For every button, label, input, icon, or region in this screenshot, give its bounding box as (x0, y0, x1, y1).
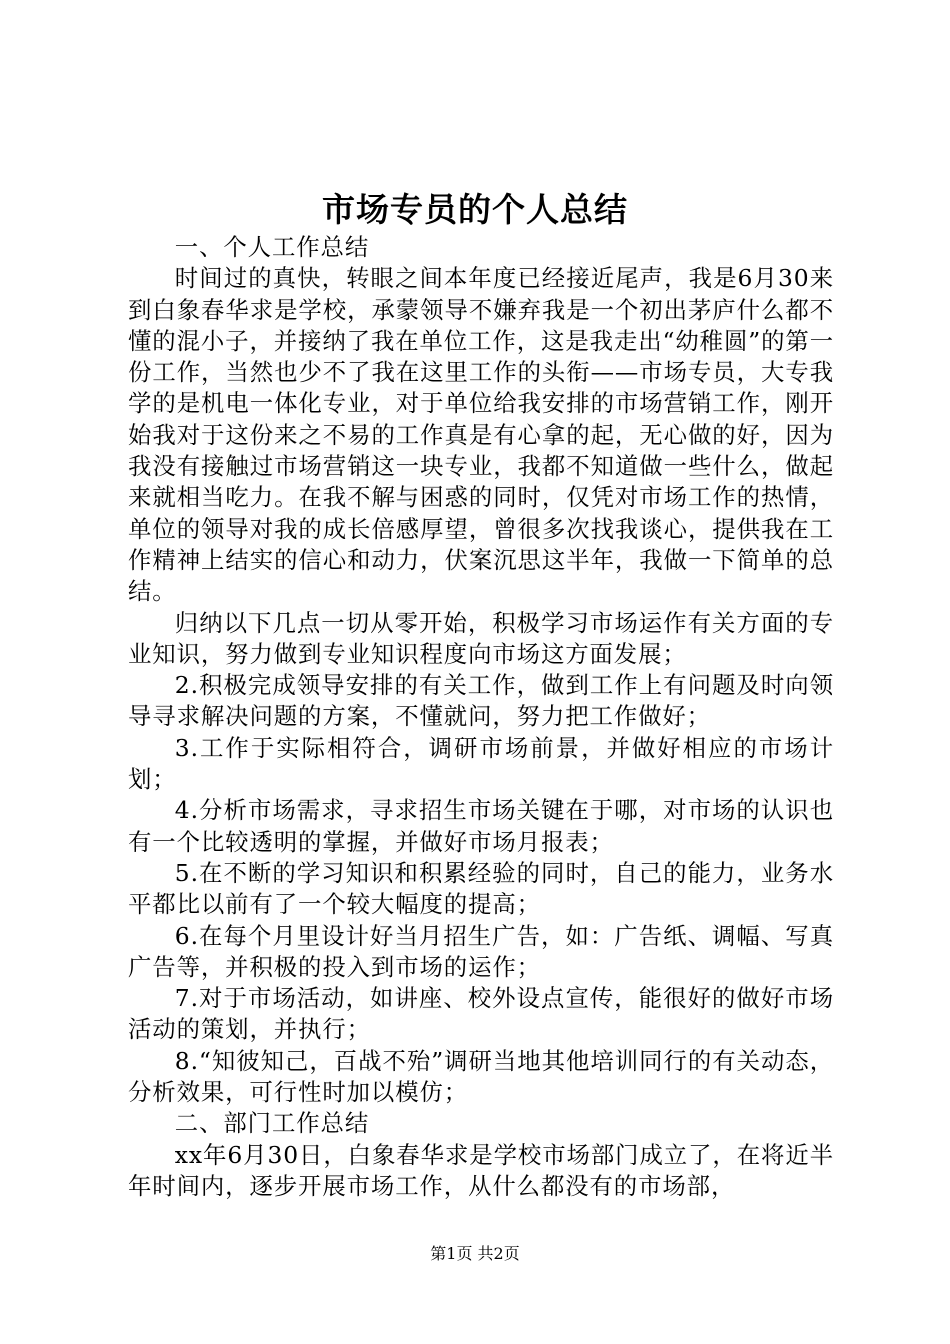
paragraph-summary-7: 7.对于市场活动，如讲座、校外设点宣传，能很好的做好市场活动的策划，并执行； (128, 984, 834, 1044)
paragraph-summary-5: 5.在不断的学习知识和积累经验的同时，自己的能力，业务水平都比以前有了一个较大幅度的提高； (128, 858, 834, 919)
paragraph-summary-8: 8.“知彼知己，百战不殆”调研当地其他培训同行的有关动态，分析效果，可行性时加以模仿； (128, 1046, 834, 1107)
paragraph-summary-6: 6.在每个月里设计好当月招生广告，如：广告纸、调幅、写真广告等，并积极的投入到市场的运作； (128, 921, 834, 981)
section-heading-personal: 一、个人工作总结 (174, 233, 370, 261)
document-title: 市场专员的个人总结 (322, 190, 628, 229)
paragraph-department: xx年6月30日，白象春华求是学校市场部门成立了，在将近半年时间内，逐步开展市场工作，从什么都没有的市场部， (128, 1140, 834, 1200)
paragraph-summary-3: 3.工作于实际相符合，调研市场前景，并做好相应的市场计划； (128, 733, 834, 794)
paragraph-summary-4: 4.分析市场需求，寻求招生市场关键在于哪，对市场的认识也有一个比较透明的掌握，并做好市场月报表； (128, 796, 834, 856)
paragraph-summary-1: 归纳以下几点一切从零开始，积极学习市场运作有关方面的专业知识，努力做到专业知识程度向市场这方面发展； (128, 608, 834, 668)
page-footer: 第1页 共2页 (430, 1244, 520, 1263)
paragraph-intro: 时间过的真快，转眼之间本年度已经接近尾声，我是6月30来到白象春华求是学校，承蒙领导不嫌弃我是一个初出茅庐什么都不懂的混小子，并接纳了我在单位工作，这是我走出“幼稚圆”的第一份工作，当然也少不了我在这里工作的头衔——市场专员，大专我学的是机电一体化专业，对于单位给我安排的市场营销工作，刚开始我对于这份来之不易的工作真是有心拿的起，无心做的好，因为我没有接触过市场营销这一块专业，我都不知道做一些什么，做起来就相当吃力。在我不解与困惑的同时，仅凭对市场工作的热情，单位的领导对我的成长倍感厚望，曾很多次找我谈心，提供我在工作精神上结实的信心和动力，伏案沉思这半年，我做一下简单的总结。 (128, 264, 834, 606)
document-body (128, 232, 834, 1202)
section-heading-department: 二、部门工作总结 (174, 1109, 370, 1138)
paragraph-summary-2: 2.积极完成领导安排的有关工作，做到工作上有问题及时向领导寻求解决问题的方案，不懂就问，努力把工作做好； (128, 671, 834, 731)
